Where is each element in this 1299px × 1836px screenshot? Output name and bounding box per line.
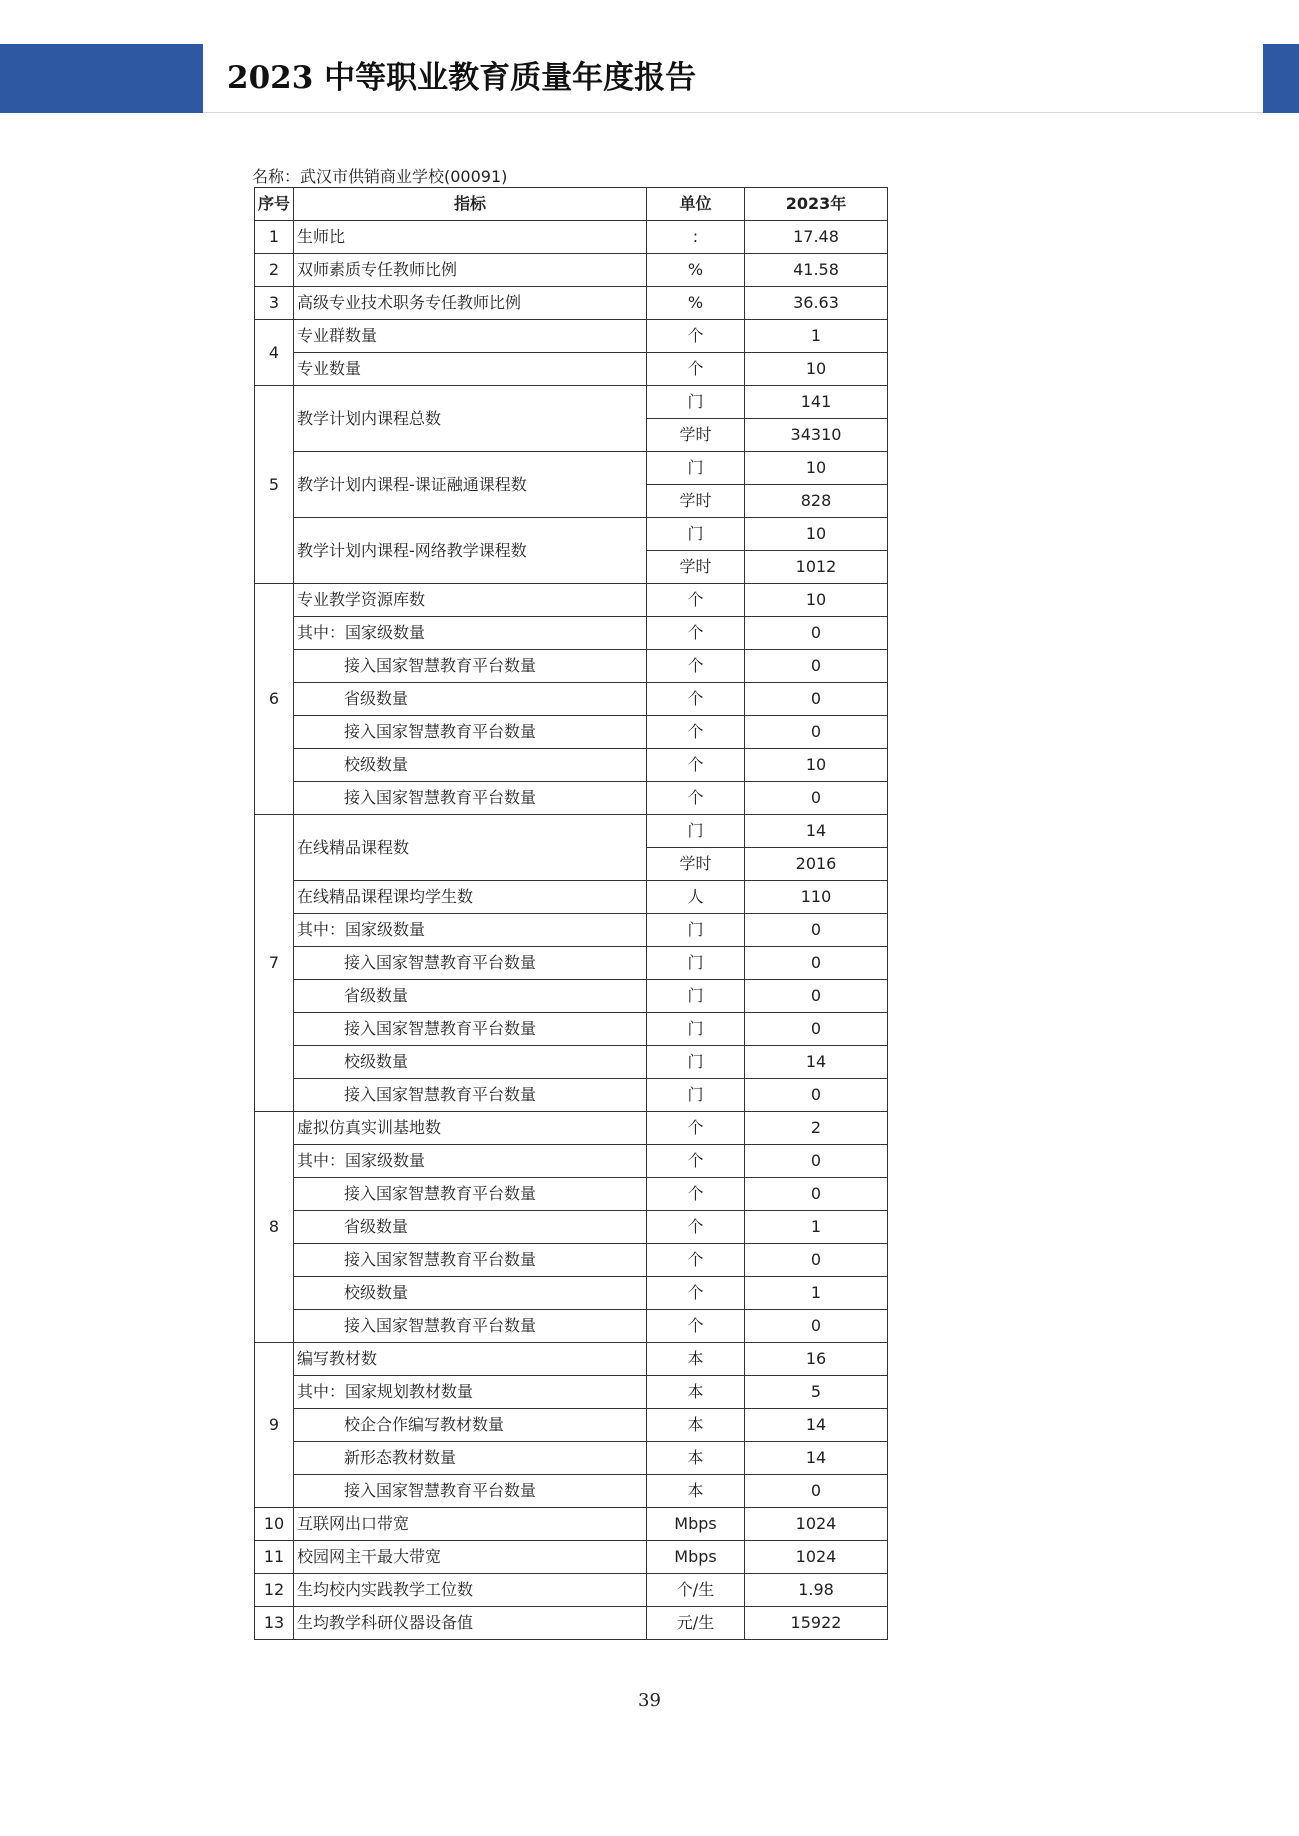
indicator-table-wrapper (254, 187, 888, 1640)
table-row (255, 617, 888, 650)
unit-cell: 门 (647, 914, 745, 947)
indicator-name: 接入国家智慧教育平台数量 (294, 650, 647, 683)
table-row (255, 782, 888, 815)
table-row (255, 1013, 888, 1046)
unit-cell: 个 (647, 617, 745, 650)
table-row (255, 683, 888, 716)
header-rule (203, 112, 1263, 113)
table-row (255, 1277, 888, 1310)
indicator-name: 接入国家智慧教育平台数量 (294, 1178, 647, 1211)
value-cell: 15922 (745, 1607, 888, 1640)
indicator-name: 其中：国家级数量 (294, 914, 647, 947)
indicator-name: 虚拟仿真实训基地数 (294, 1112, 647, 1145)
table-row (255, 584, 888, 617)
indicator-name: 生师比 (294, 221, 647, 254)
value-cell: 0 (745, 1475, 888, 1508)
table-row (255, 1376, 888, 1409)
unit-cell: 门 (647, 980, 745, 1013)
value-cell: 10 (745, 518, 888, 551)
value-cell: 0 (745, 1079, 888, 1112)
unit-cell: 个 (647, 1178, 745, 1211)
indicator-name: 校级数量 (294, 749, 647, 782)
page-number: 39 (638, 1690, 661, 1711)
indicator-name: 专业群数量 (294, 320, 647, 353)
value-cell: 10 (745, 452, 888, 485)
header-accent-band-left (0, 44, 203, 113)
value-cell: 0 (745, 716, 888, 749)
indicator-name: 生均校内实践教学工位数 (294, 1574, 647, 1607)
indicator-name: 接入国家智慧教育平台数量 (294, 1310, 647, 1343)
indicator-name: 校级数量 (294, 1277, 647, 1310)
unit-cell: 门 (647, 518, 745, 551)
indicator-name: 接入国家智慧教育平台数量 (294, 1244, 647, 1277)
header-unit: 单位 (647, 188, 745, 221)
value-cell: 828 (745, 485, 888, 518)
table-caption: 名称：武汉市供销商业学校(00091) (252, 167, 508, 186)
value-cell: 1 (745, 320, 888, 353)
row-number: 5 (255, 386, 294, 584)
value-cell: 34310 (745, 419, 888, 452)
value-cell: 36.63 (745, 287, 888, 320)
value-cell: 1024 (745, 1508, 888, 1541)
value-cell: 1024 (745, 1541, 888, 1574)
unit-cell: 学时 (647, 419, 745, 452)
indicator-name: 在线精品课程课均学生数 (294, 881, 647, 914)
row-number: 10 (255, 1508, 294, 1541)
unit-cell: 个 (647, 749, 745, 782)
unit-cell: 个 (647, 650, 745, 683)
table-row (255, 518, 888, 551)
unit-cell: 本 (647, 1442, 745, 1475)
table-row (255, 1112, 888, 1145)
value-cell: 1.98 (745, 1574, 888, 1607)
table-row (255, 1244, 888, 1277)
indicator-name: 在线精品课程数 (294, 815, 647, 881)
unit-cell: 个 (647, 1244, 745, 1277)
table-row (255, 386, 888, 419)
table-header-row (255, 188, 888, 221)
unit-cell: 个 (647, 1112, 745, 1145)
row-number: 8 (255, 1112, 294, 1343)
unit-cell: 门 (647, 815, 745, 848)
indicator-name: 接入国家智慧教育平台数量 (294, 1013, 647, 1046)
value-cell: 2016 (745, 848, 888, 881)
indicator-name: 接入国家智慧教育平台数量 (294, 716, 647, 749)
unit-cell: 人 (647, 881, 745, 914)
unit-cell: 元/生 (647, 1607, 745, 1640)
row-number: 6 (255, 584, 294, 815)
value-cell: 0 (745, 947, 888, 980)
value-cell: 16 (745, 1343, 888, 1376)
indicator-name: 生均教学科研仪器设备值 (294, 1607, 647, 1640)
value-cell: 141 (745, 386, 888, 419)
unit-cell: 门 (647, 452, 745, 485)
table-row (255, 716, 888, 749)
row-number: 13 (255, 1607, 294, 1640)
indicator-name: 其中：国家级数量 (294, 1145, 647, 1178)
unit-cell: 个/生 (647, 1574, 745, 1607)
table-row (255, 320, 888, 353)
unit-cell: 本 (647, 1376, 745, 1409)
unit-cell: 个 (647, 1277, 745, 1310)
table-row (255, 1145, 888, 1178)
unit-cell: 本 (647, 1343, 745, 1376)
page-title: 2023 中等职业教育质量年度报告 (227, 60, 697, 96)
unit-cell: 个 (647, 683, 745, 716)
unit-cell: 个 (647, 1310, 745, 1343)
row-number: 12 (255, 1574, 294, 1607)
header-accent-band-right (1263, 44, 1299, 113)
table-row (255, 353, 888, 386)
indicator-name: 其中：国家规划教材数量 (294, 1376, 647, 1409)
value-cell: 0 (745, 1178, 888, 1211)
header-year: 2023年 (745, 188, 888, 221)
indicator-name: 互联网出口带宽 (294, 1508, 647, 1541)
indicator-name: 校企合作编写教材数量 (294, 1409, 647, 1442)
unit-cell: Mbps (647, 1541, 745, 1574)
value-cell: 0 (745, 1244, 888, 1277)
table-row (255, 1079, 888, 1112)
unit-cell: % (647, 254, 745, 287)
value-cell: 2 (745, 1112, 888, 1145)
indicator-name: 新形态教材数量 (294, 1442, 647, 1475)
table-row (255, 1541, 888, 1574)
value-cell: 0 (745, 617, 888, 650)
unit-cell: 个 (647, 1211, 745, 1244)
indicator-name: 接入国家智慧教育平台数量 (294, 947, 647, 980)
table-row (255, 1046, 888, 1079)
value-cell: 0 (745, 1013, 888, 1046)
table-row (255, 1178, 888, 1211)
indicator-name: 省级数量 (294, 683, 647, 716)
indicator-name: 省级数量 (294, 1211, 647, 1244)
table-row (255, 914, 888, 947)
row-number: 1 (255, 221, 294, 254)
value-cell: 14 (745, 1046, 888, 1079)
table-row (255, 881, 888, 914)
indicator-name: 其中：国家级数量 (294, 617, 647, 650)
unit-cell: % (647, 287, 745, 320)
row-number: 4 (255, 320, 294, 386)
unit-cell: : (647, 221, 745, 254)
value-cell: 0 (745, 914, 888, 947)
value-cell: 1012 (745, 551, 888, 584)
table-row (255, 1607, 888, 1640)
unit-cell: 本 (647, 1475, 745, 1508)
unit-cell: 门 (647, 947, 745, 980)
table-row (255, 1211, 888, 1244)
header-indicator: 指标 (294, 188, 647, 221)
value-cell: 14 (745, 1409, 888, 1442)
value-cell: 1 (745, 1277, 888, 1310)
indicator-name: 接入国家智慧教育平台数量 (294, 1079, 647, 1112)
indicator-name: 专业教学资源库数 (294, 584, 647, 617)
unit-cell: 门 (647, 1046, 745, 1079)
unit-cell: 门 (647, 1013, 745, 1046)
value-cell: 10 (745, 353, 888, 386)
value-cell: 5 (745, 1376, 888, 1409)
value-cell: 0 (745, 650, 888, 683)
row-number: 11 (255, 1541, 294, 1574)
table-row (255, 1442, 888, 1475)
unit-cell: 个 (647, 716, 745, 749)
indicator-name: 省级数量 (294, 980, 647, 1013)
value-cell: 0 (745, 1145, 888, 1178)
table-row (255, 1574, 888, 1607)
value-cell: 0 (745, 980, 888, 1013)
indicator-name: 编写教材数 (294, 1343, 647, 1376)
value-cell: 110 (745, 881, 888, 914)
value-cell: 17.48 (745, 221, 888, 254)
indicator-name: 高级专业技术职务专任教师比例 (294, 287, 647, 320)
table-row (255, 287, 888, 320)
unit-cell: 个 (647, 353, 745, 386)
table-row (255, 947, 888, 980)
row-number: 9 (255, 1343, 294, 1508)
value-cell: 10 (745, 584, 888, 617)
unit-cell: 个 (647, 1145, 745, 1178)
table-row (255, 452, 888, 485)
indicator-name: 接入国家智慧教育平台数量 (294, 1475, 647, 1508)
table-row (255, 749, 888, 782)
indicator-name: 校级数量 (294, 1046, 647, 1079)
header-no: 序号 (255, 188, 294, 221)
table-row (255, 1310, 888, 1343)
value-cell: 1 (745, 1211, 888, 1244)
unit-cell: 门 (647, 1079, 745, 1112)
indicator-name: 教学计划内课程总数 (294, 386, 647, 452)
unit-cell: 个 (647, 782, 745, 815)
table-row (255, 1475, 888, 1508)
unit-cell: 本 (647, 1409, 745, 1442)
table-row (255, 650, 888, 683)
value-cell: 10 (745, 749, 888, 782)
value-cell: 14 (745, 1442, 888, 1475)
value-cell: 0 (745, 1310, 888, 1343)
table-row (255, 1508, 888, 1541)
table-row (255, 1409, 888, 1442)
value-cell: 0 (745, 683, 888, 716)
value-cell: 41.58 (745, 254, 888, 287)
indicator-name: 接入国家智慧教育平台数量 (294, 782, 647, 815)
unit-cell: Mbps (647, 1508, 745, 1541)
value-cell: 0 (745, 782, 888, 815)
row-number: 3 (255, 287, 294, 320)
table-row (255, 254, 888, 287)
table-row (255, 815, 888, 848)
unit-cell: 学时 (647, 551, 745, 584)
unit-cell: 学时 (647, 485, 745, 518)
row-number: 2 (255, 254, 294, 287)
indicator-name: 专业数量 (294, 353, 647, 386)
unit-cell: 个 (647, 320, 745, 353)
table-row (255, 1343, 888, 1376)
indicator-name: 教学计划内课程-网络教学课程数 (294, 518, 647, 584)
table-row (255, 980, 888, 1013)
unit-cell: 个 (647, 584, 745, 617)
table-row (255, 221, 888, 254)
indicator-name: 教学计划内课程-课证融通课程数 (294, 452, 647, 518)
unit-cell: 门 (647, 386, 745, 419)
indicator-name: 校园网主干最大带宽 (294, 1541, 647, 1574)
row-number: 7 (255, 815, 294, 1112)
indicator-table (254, 187, 888, 1640)
indicator-name: 双师素质专任教师比例 (294, 254, 647, 287)
unit-cell: 学时 (647, 848, 745, 881)
value-cell: 14 (745, 815, 888, 848)
